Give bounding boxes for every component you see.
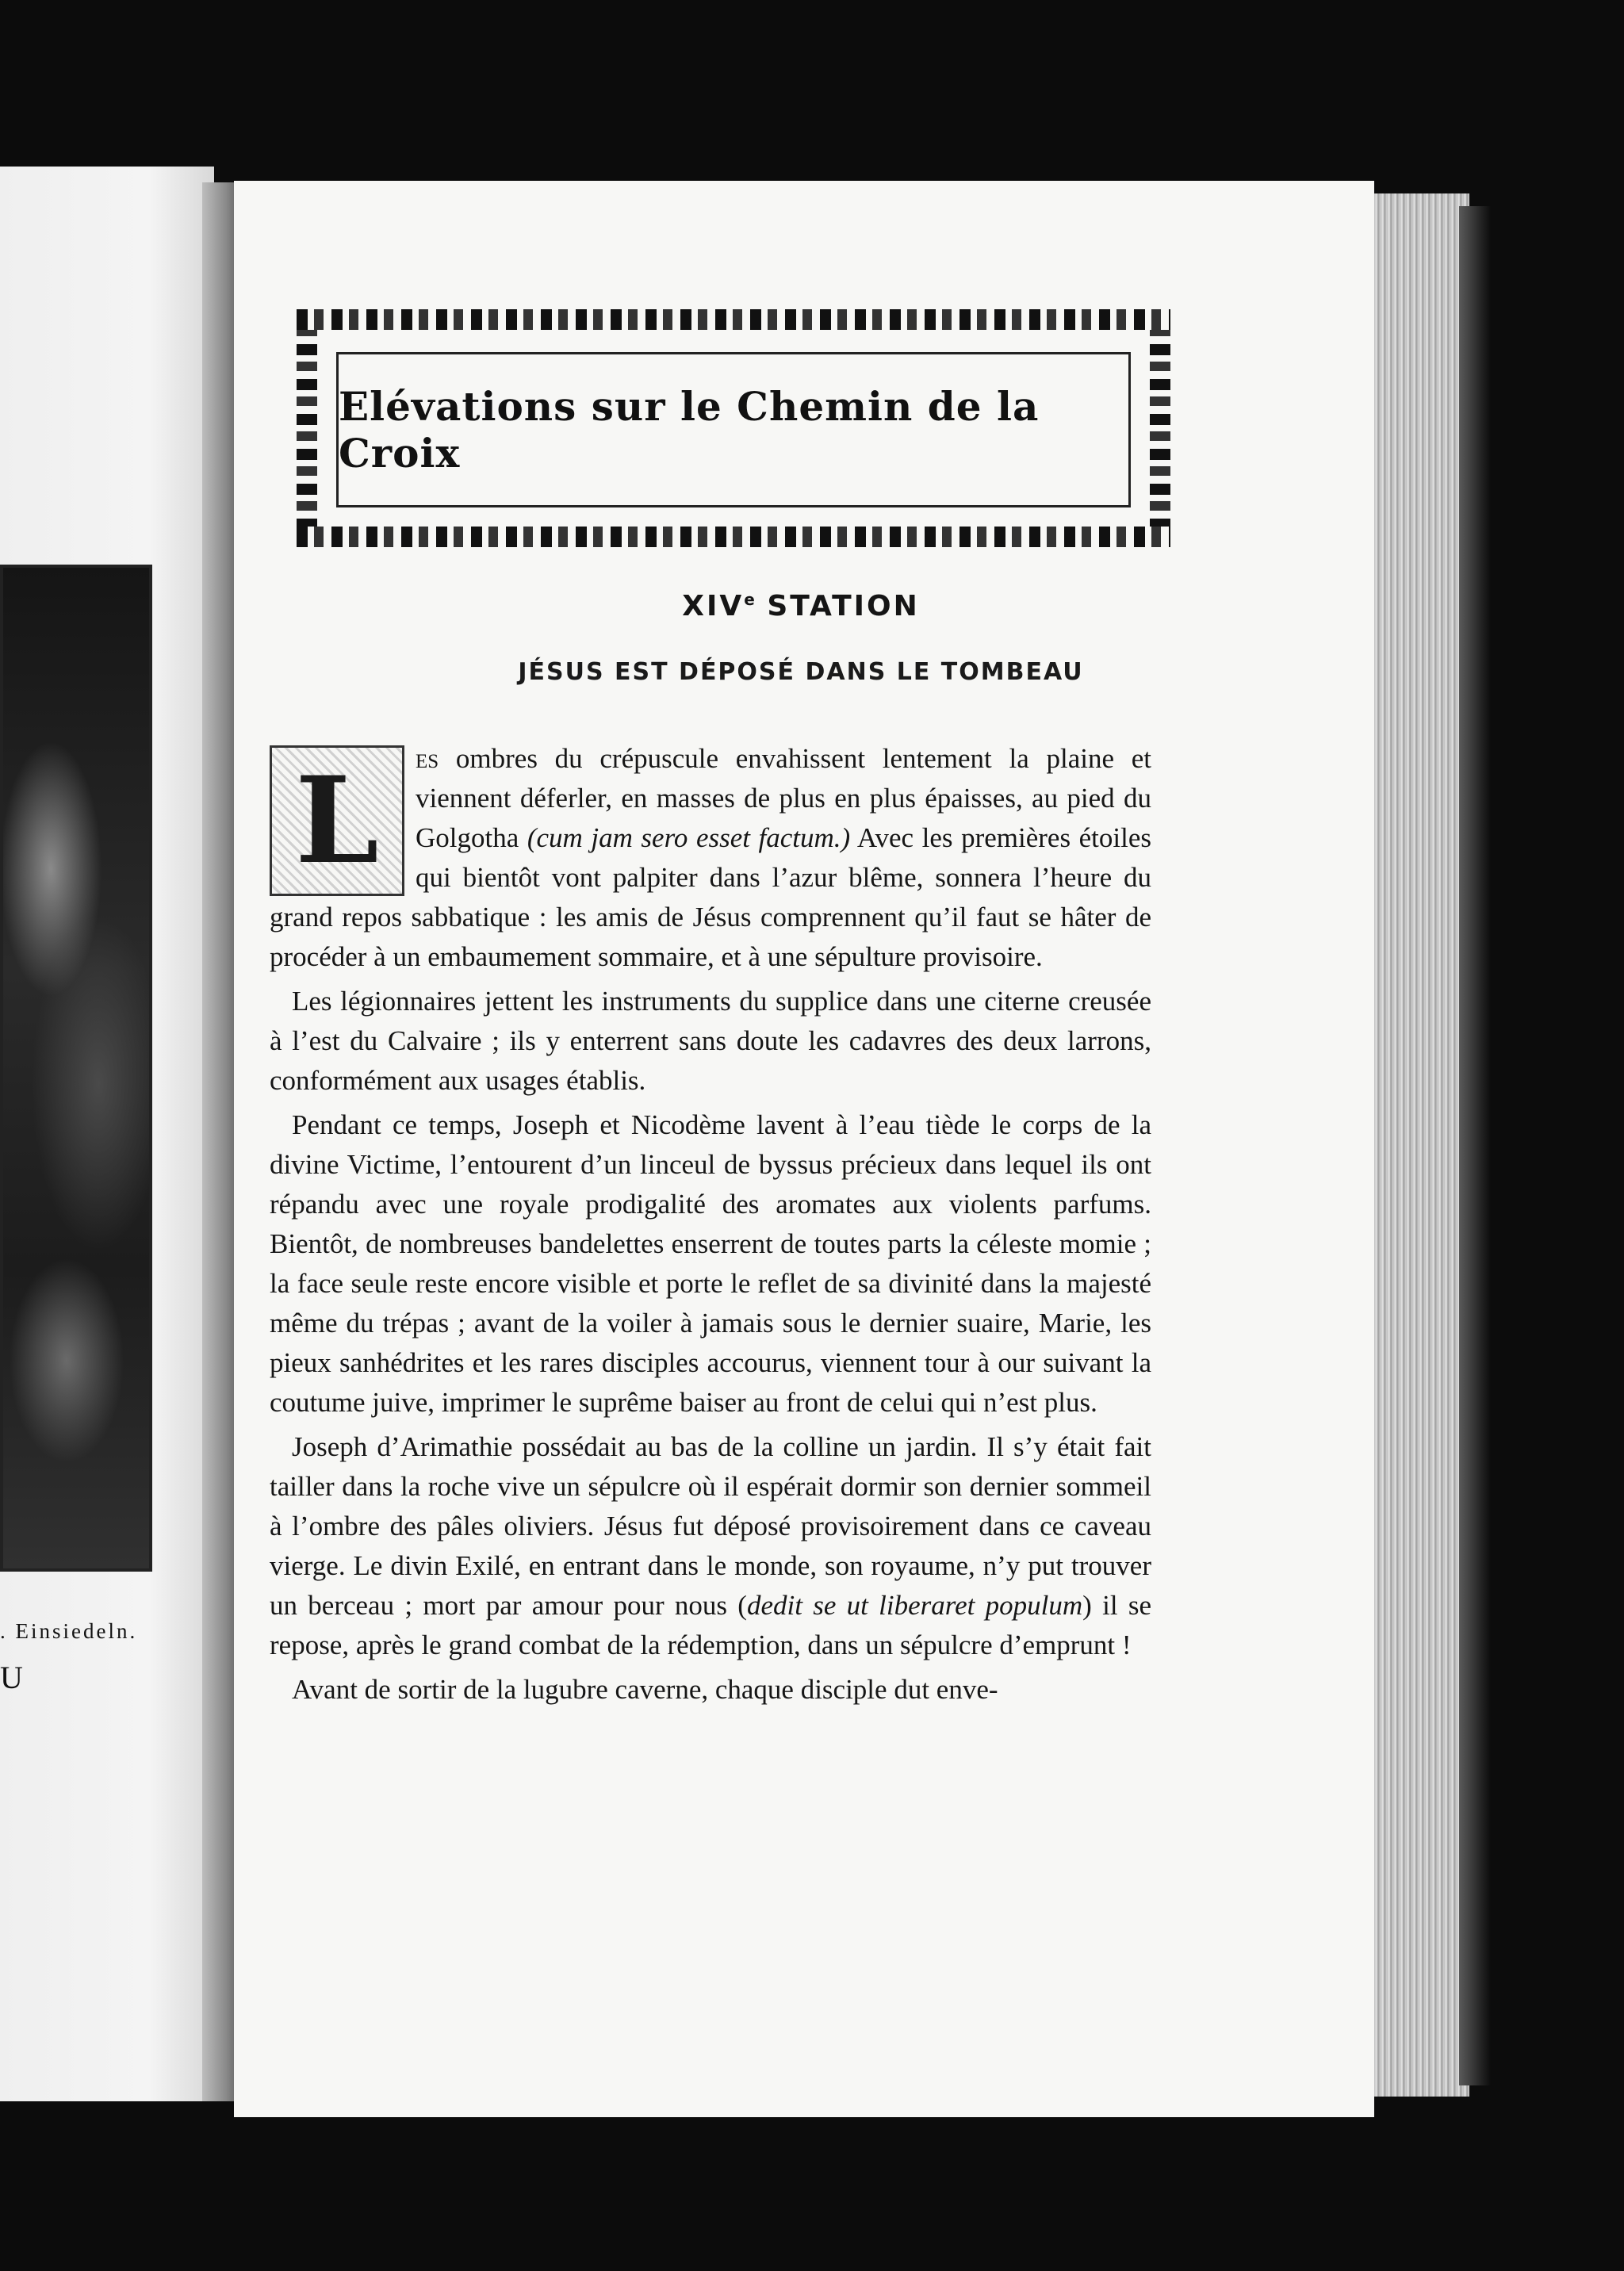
station-subtitle: JÉSUS EST DÉPOSÉ DANS LE TOMBEAU (518, 658, 1084, 686)
left-page-photograph (0, 565, 152, 1572)
latin-quote-2: dedit se ut liberaret populum (746, 1590, 1083, 1621)
station-superscript: e (744, 590, 755, 609)
drop-cap-continuation: es (416, 743, 439, 774)
paragraph-1-text-a: ombres du crépuscule envahissent lentement la plaine et viennent déferler, en masses de plus en plus épaisses, au pied du Golgotha (416, 743, 1151, 853)
drop-cap-letter: L (270, 745, 404, 896)
paragraph-3: Pendant ce temps, Joseph et Nicodème lavent à l’eau tiède le corps de la divine Victime, l’entourent d’un linceul de byssus précieux dans lequel ils ont répandu avec une royale prodigalité des aromates aux violents parfums. Bientôt, de nombreuses bandelettes enserrent de toutes parts la céleste momie ; la face seule reste encore visible et porte le reflet de sa divinité dans la majesté même du trépas ; avant de la voiler à jamais sous le dernier suaire, Marie, les pieux sanhédrites et les rares disciples accourus, viennent tour à our suivant la coutume juive, imprimer le suprême baiser au front de celui qui n’est plus. (270, 1109, 1151, 1418)
header-frame (336, 352, 1131, 507)
page-edge-shadow (1459, 206, 1491, 2085)
paragraph-2: Les légionnaires jettent les instruments du supplice dans une citerne creusée à l’est du Calvaire ; ils y enterrent sans doute les cadavres des deux larrons, conformément aux usages établis. (270, 986, 1151, 1096)
page-stack-edge (1374, 193, 1469, 2097)
paragraph-4 (270, 1427, 1151, 1665)
latin-quote-1: (cum jam sero esset factum.) (527, 822, 851, 853)
paragraph-5: Avant de sortir de la lugubre caverne, chaque disciple dut enve- (292, 1674, 998, 1705)
paragraph-1 (270, 739, 1151, 977)
left-photo-caption: . Einsiedeln. (0, 1619, 138, 1643)
running-title: Elévations sur le Chemin de la Croix (339, 383, 1040, 477)
paragraph-4-text-a: Joseph d’Arimathie possédait au bas de la colline un jardin. Il s’y était fait tailler dans la roche vive un sépulcre où il espérait dormir son dernier sommeil à l’ombre des pâles oliviers. Jésus fut déposé provisoirement dans ce caveau vierge. Le divin Exilé, en entrant dans le monde, son royaume, n’y put trouver un berceau ; mort par amour pour nous ( (270, 1431, 1151, 1621)
station-label: STATION (754, 590, 920, 622)
paragraph-1-text-b: Avec les premières étoiles qui bientôt vont palpiter dans l’azur blême, sonnera l’heure du grand repos sabbatique : les amis de Jésus comprennent qu’il faut se hâter de procéder à un embaumement sommaire, et à une sépulture provisoire. (270, 822, 1151, 972)
left-page-title-fragment: U (0, 1660, 23, 1695)
station-heading (238, 590, 1364, 622)
body-text (270, 739, 1151, 1714)
station-number: XIV (682, 590, 745, 622)
paragraph-4-text-b: ) il se repose, après le grand combat de la rédemption, dans un sépulcre d’emprunt ! (270, 1590, 1151, 1660)
